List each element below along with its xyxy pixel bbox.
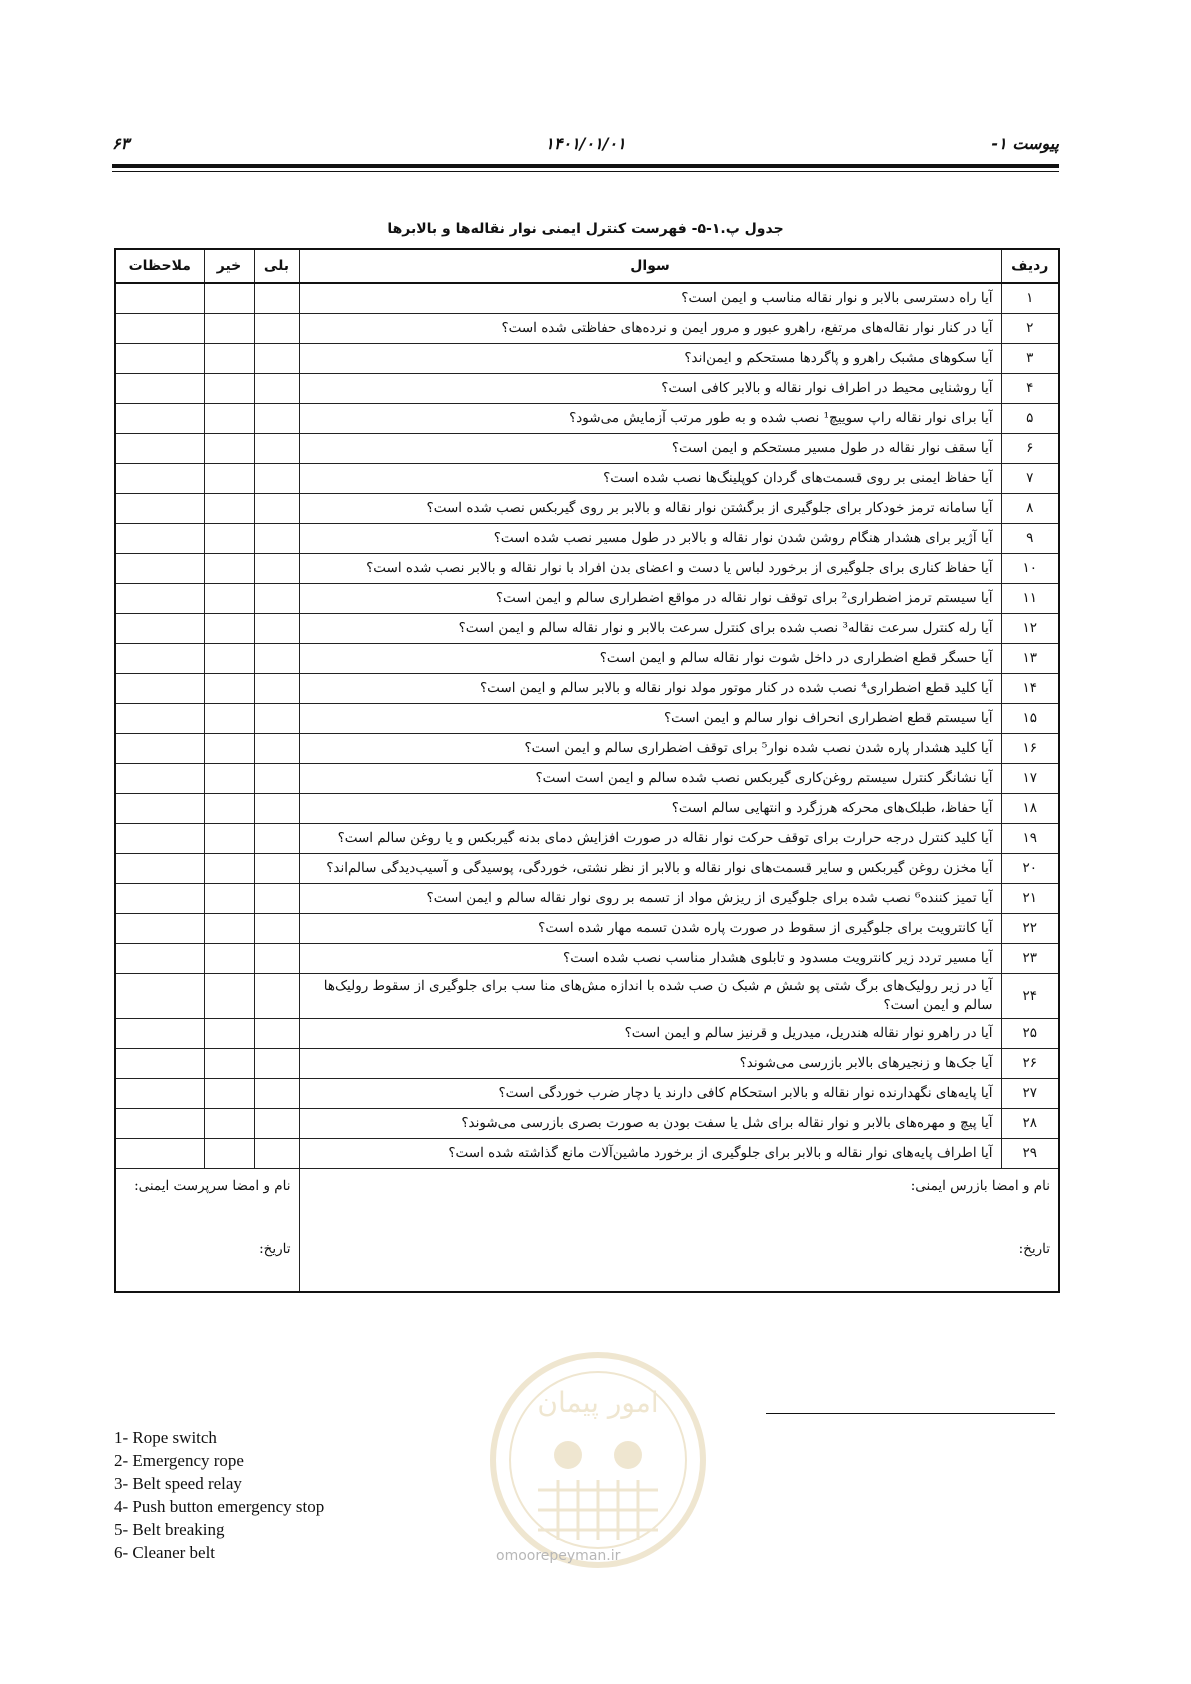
row-yes-cell[interactable] xyxy=(254,614,299,644)
row-notes-cell[interactable] xyxy=(115,674,204,704)
row-question: آیا حفاظ، طبلک‌های محرکه هرزگرد و انتهایی سالم است؟ xyxy=(299,794,1001,824)
header-rule-thin xyxy=(112,171,1059,172)
row-question: آیا سقف نوار نقاله در طول مسیر مستحکم و ایمن است؟ xyxy=(299,434,1001,464)
row-number: ۱۳ xyxy=(1001,644,1059,674)
header-yes: بلی xyxy=(254,249,299,283)
row-yes-cell[interactable] xyxy=(254,1139,299,1169)
footnote-item: 4- Push button emergency stop xyxy=(114,1497,325,1516)
table-row xyxy=(115,704,1059,734)
safety-checklist-table xyxy=(114,248,1060,1293)
row-number: ۲۵ xyxy=(1001,1019,1059,1049)
row-yes-cell[interactable] xyxy=(254,283,299,314)
row-question: آیا در زیر رولیک‌های برگ شتی پو شش م شبک ن صب شده با اندازه مش‌های منا سب برای جلوگیری از سقوط رولیک‌ها سالم و ایمن است؟ xyxy=(299,974,1001,1019)
table-row xyxy=(115,374,1059,404)
row-question: آیا سیستم ترمز اضطراری² برای توقف نوار نقاله در مواقع اضطراری سالم و ایمن است؟ xyxy=(299,584,1001,614)
row-yes-cell[interactable] xyxy=(254,644,299,674)
table-row xyxy=(115,283,1059,314)
row-question: آیا حفاظ ایمنی بر روی قسمت‌های گردان کوپلینگ‌ها نصب شده است؟ xyxy=(299,464,1001,494)
row-no-cell[interactable] xyxy=(204,374,254,404)
row-question: آیا کلید کنترل درجه حرارت برای توقف حرکت نوار نقاله در صورت افزایش دمای بدنه گیربکس و یا روغن سالم است؟ xyxy=(299,824,1001,854)
row-notes-cell[interactable] xyxy=(115,1049,204,1079)
table-row xyxy=(115,344,1059,374)
row-yes-cell[interactable] xyxy=(254,854,299,884)
row-notes-cell[interactable] xyxy=(115,584,204,614)
row-no-cell[interactable] xyxy=(204,614,254,644)
row-question: آیا راه دسترسی بالابر و نوار نقاله مناسب و ایمن است؟ xyxy=(299,283,1001,314)
row-number: ۱۴ xyxy=(1001,674,1059,704)
footnote-rule xyxy=(766,1413,1055,1414)
row-no-cell[interactable] xyxy=(204,1109,254,1139)
row-yes-cell[interactable] xyxy=(254,314,299,344)
signature-row xyxy=(115,1169,1059,1293)
row-question: آیا تمیز کننده⁶ نصب شده برای جلوگیری از ریزش مواد از تسمه بر روی نوار نقاله سالم و ایمن است؟ xyxy=(299,884,1001,914)
table-row xyxy=(115,494,1059,524)
table-row xyxy=(115,824,1059,854)
page-number: ۶۳ xyxy=(112,134,130,153)
footnote-item: 3- Belt speed relay xyxy=(114,1474,242,1493)
row-notes-cell[interactable] xyxy=(115,944,204,974)
table-row xyxy=(115,464,1059,494)
inspector-signature-cell xyxy=(299,1169,1059,1293)
page-header xyxy=(112,128,1059,158)
row-no-cell[interactable] xyxy=(204,314,254,344)
row-no-cell[interactable] xyxy=(204,1079,254,1109)
row-notes-cell[interactable] xyxy=(115,434,204,464)
row-number: ۲۷ xyxy=(1001,1079,1059,1109)
row-yes-cell[interactable] xyxy=(254,944,299,974)
row-no-cell[interactable] xyxy=(204,1019,254,1049)
row-no-cell[interactable] xyxy=(204,674,254,704)
row-question: آیا کلید قطع اضطراری⁴ نصب شده در کنار موتور مولد نوار نقاله و بالابر سالم و ایمن است؟ xyxy=(299,674,1001,704)
row-no-cell[interactable] xyxy=(204,283,254,314)
row-number: ۱۸ xyxy=(1001,794,1059,824)
row-question: آیا سیستم قطع اضطراری انحراف نوار سالم و ایمن است؟ xyxy=(299,704,1001,734)
row-number: ۱۶ xyxy=(1001,734,1059,764)
row-notes-cell[interactable] xyxy=(115,794,204,824)
table-row xyxy=(115,734,1059,764)
row-notes-cell[interactable] xyxy=(115,1079,204,1109)
row-no-cell[interactable] xyxy=(204,524,254,554)
row-no-cell[interactable] xyxy=(204,554,254,584)
footnotes xyxy=(114,1426,324,1564)
table-header-row xyxy=(115,249,1059,283)
header-no: خیر xyxy=(204,249,254,283)
row-notes-cell[interactable] xyxy=(115,1019,204,1049)
row-notes-cell[interactable] xyxy=(115,764,204,794)
row-question: آیا آژیر برای هشدار هنگام روشن شدن نوار نقاله و بالابر در طول مسیر نصب شده است؟ xyxy=(299,524,1001,554)
row-number: ۹ xyxy=(1001,524,1059,554)
row-number: ۲۸ xyxy=(1001,1109,1059,1139)
row-notes-cell[interactable] xyxy=(115,884,204,914)
footnote-item: 2- Emergency rope xyxy=(114,1451,244,1470)
row-yes-cell[interactable] xyxy=(254,524,299,554)
row-yes-cell[interactable] xyxy=(254,794,299,824)
row-no-cell[interactable] xyxy=(204,914,254,944)
row-notes-cell[interactable] xyxy=(115,464,204,494)
table-row xyxy=(115,974,1059,1019)
table-caption: جدول پ.۱-۵- فهرست کنترل ایمنی نوار نقاله‌ها و بالابرها xyxy=(387,221,784,237)
row-yes-cell[interactable] xyxy=(254,404,299,434)
row-no-cell[interactable] xyxy=(204,404,254,434)
row-number: ۱۲ xyxy=(1001,614,1059,644)
row-notes-cell[interactable] xyxy=(115,404,204,434)
section-label: پیوست ۱- xyxy=(991,134,1059,153)
row-no-cell[interactable] xyxy=(204,884,254,914)
supervisor-signature-label: نام و امضا سرپرست ایمنی: xyxy=(134,1178,291,1194)
row-no-cell[interactable] xyxy=(204,824,254,854)
row-number: ۱۹ xyxy=(1001,824,1059,854)
row-number: ۶ xyxy=(1001,434,1059,464)
row-notes-cell[interactable] xyxy=(115,524,204,554)
row-no-cell[interactable] xyxy=(204,944,254,974)
row-no-cell[interactable] xyxy=(204,764,254,794)
row-no-cell[interactable] xyxy=(204,494,254,524)
row-number: ۷ xyxy=(1001,464,1059,494)
row-question: آیا کانترویت برای جلوگیری از سقوط در صورت پاره شدن تسمه مهار شده است؟ xyxy=(299,914,1001,944)
row-notes-cell[interactable] xyxy=(115,344,204,374)
row-number: ۲۲ xyxy=(1001,914,1059,944)
inspector-signature-label: نام و امضا بازرس ایمنی: xyxy=(910,1178,1050,1194)
table-row xyxy=(115,1109,1059,1139)
row-question: آیا حفاظ کناری برای جلوگیری از برخورد لباس یا دست و اعضای بدن افراد با نوار نقاله و بالابر نصب شده است؟ xyxy=(299,554,1001,584)
row-notes-cell[interactable] xyxy=(115,314,204,344)
table-row xyxy=(115,404,1059,434)
row-no-cell[interactable] xyxy=(204,974,254,1019)
row-number: ۲ xyxy=(1001,314,1059,344)
row-question: آیا برای نوار نقاله راپ سوییچ¹ نصب شده و به طور مرتب آزمایش می‌شود؟ xyxy=(299,404,1001,434)
row-yes-cell[interactable] xyxy=(254,884,299,914)
row-yes-cell[interactable] xyxy=(254,914,299,944)
row-notes-cell[interactable] xyxy=(115,824,204,854)
header-question: سوال xyxy=(299,249,1001,283)
table-row xyxy=(115,794,1059,824)
row-notes-cell[interactable] xyxy=(115,974,204,1019)
row-number: ۸ xyxy=(1001,494,1059,524)
supervisor-date-label: تاریخ: xyxy=(259,1241,291,1257)
row-notes-cell[interactable] xyxy=(115,614,204,644)
row-yes-cell[interactable] xyxy=(254,824,299,854)
row-notes-cell[interactable] xyxy=(115,374,204,404)
row-notes-cell[interactable] xyxy=(115,644,204,674)
table-row xyxy=(115,1139,1059,1169)
row-question: آیا سکوهای مشبک راهرو و پاگردها مستحکم و ایمن‌اند؟ xyxy=(299,344,1001,374)
row-notes-cell[interactable] xyxy=(115,1109,204,1139)
row-no-cell[interactable] xyxy=(204,734,254,764)
table-row xyxy=(115,674,1059,704)
row-question: آیا پیچ و مهره‌های بالابر و نوار نقاله برای شل یا سفت بودن به صورت بصری بازرسی می‌شوند؟ xyxy=(299,1109,1001,1139)
watermark-url: omoorepeyman.ir xyxy=(496,1548,621,1564)
row-yes-cell[interactable] xyxy=(254,464,299,494)
row-yes-cell[interactable] xyxy=(254,434,299,464)
row-number: ۲۹ xyxy=(1001,1139,1059,1169)
row-number: ۲۱ xyxy=(1001,884,1059,914)
row-no-cell[interactable] xyxy=(204,794,254,824)
row-question: آیا حسگر قطع اضطراری در داخل شوت نوار نقاله سالم و ایمن است؟ xyxy=(299,644,1001,674)
watermark-logo xyxy=(478,1340,718,1580)
row-yes-cell[interactable] xyxy=(254,374,299,404)
table-row xyxy=(115,434,1059,464)
supervisor-signature-cell xyxy=(115,1169,299,1293)
row-no-cell[interactable] xyxy=(204,854,254,884)
row-yes-cell[interactable] xyxy=(254,1049,299,1079)
row-notes-cell[interactable] xyxy=(115,494,204,524)
table-row xyxy=(115,554,1059,584)
row-number: ۲۴ xyxy=(1001,974,1059,1019)
row-question: آیا رله کنترل سرعت نقاله³ نصب شده برای کنترل سرعت بالابر و نوار نقاله سالم و ایمن است؟ xyxy=(299,614,1001,644)
row-yes-cell[interactable] xyxy=(254,584,299,614)
row-question: آیا در کنار نوار نقاله‌های مرتفع، راهرو عبور و مرور ایمن و نرده‌های حفاظتی شده است؟ xyxy=(299,314,1001,344)
row-no-cell[interactable] xyxy=(204,584,254,614)
row-number: ۵ xyxy=(1001,404,1059,434)
row-question: آیا مخزن روغن گیربکس و سایر قسمت‌های نوار نقاله و بالابر از نظر نشتی، خوردگی، پوسیدگی و آسیب‌دیدگی سالم‌اند؟ xyxy=(299,854,1001,884)
row-question: آیا مسیر تردد زیر کانترویت مسدود و تابلوی هشدار مناسب نصب شده است؟ xyxy=(299,944,1001,974)
row-notes-cell[interactable] xyxy=(115,1139,204,1169)
row-yes-cell[interactable] xyxy=(254,974,299,1019)
table-row xyxy=(115,584,1059,614)
table-row xyxy=(115,884,1059,914)
row-question: آیا جک‌ها و زنجیرهای بالابر بازرسی می‌شوند؟ xyxy=(299,1049,1001,1079)
row-yes-cell[interactable] xyxy=(254,494,299,524)
row-number: ۳ xyxy=(1001,344,1059,374)
row-yes-cell[interactable] xyxy=(254,1109,299,1139)
table-row xyxy=(115,914,1059,944)
table-row xyxy=(115,1019,1059,1049)
row-yes-cell[interactable] xyxy=(254,704,299,734)
row-yes-cell[interactable] xyxy=(254,344,299,374)
row-question: آیا پایه‌های نگهدارنده نوار نقاله و بالابر استحکام کافی دارند یا دچار ضرب خوردگی است؟ xyxy=(299,1079,1001,1109)
row-number: ۱۷ xyxy=(1001,764,1059,794)
row-number: ۲۳ xyxy=(1001,944,1059,974)
row-yes-cell[interactable] xyxy=(254,1019,299,1049)
inspector-date-label: تاریخ: xyxy=(1018,1241,1050,1257)
row-yes-cell[interactable] xyxy=(254,1079,299,1109)
header-date: ۱۴۰۱/۰۱/۰۱ xyxy=(545,134,626,153)
watermark-logo-text: امور پیمان xyxy=(537,1386,659,1419)
row-number: ۱۱ xyxy=(1001,584,1059,614)
row-notes-cell[interactable] xyxy=(115,704,204,734)
row-question: آیا نشانگر کنترل سیستم روغن‌کاری گیربکس نصب شده سالم و ایمن است است؟ xyxy=(299,764,1001,794)
table-row xyxy=(115,854,1059,884)
row-yes-cell[interactable] xyxy=(254,674,299,704)
header-notes: ملاحظات xyxy=(115,249,204,283)
footnote-item: 6- Cleaner belt xyxy=(114,1543,216,1562)
table-row xyxy=(115,1049,1059,1079)
row-notes-cell[interactable] xyxy=(115,914,204,944)
row-number: ۲۶ xyxy=(1001,1049,1059,1079)
row-no-cell[interactable] xyxy=(204,704,254,734)
row-question: آیا کلید هشدار پاره شدن نصب شده نوار⁵ برای توقف اضطراری سالم و ایمن است؟ xyxy=(299,734,1001,764)
table-row xyxy=(115,1079,1059,1109)
footnote-item: 1- Rope switch xyxy=(114,1428,217,1447)
row-no-cell[interactable] xyxy=(204,344,254,374)
table-row xyxy=(115,764,1059,794)
row-notes-cell[interactable] xyxy=(115,283,204,314)
table-row xyxy=(115,524,1059,554)
row-number: ۴ xyxy=(1001,374,1059,404)
row-no-cell[interactable] xyxy=(204,434,254,464)
row-yes-cell[interactable] xyxy=(254,734,299,764)
table-row xyxy=(115,644,1059,674)
row-question: آیا سامانه ترمز خودکار برای جلوگیری از برگشتن نوار نقاله و بالابر بر روی گیربکس نصب شده است؟ xyxy=(299,494,1001,524)
table-row xyxy=(115,944,1059,974)
row-question: آیا در راهرو نوار نقاله هندریل، میدریل و قرنیز سالم و ایمن است؟ xyxy=(299,1019,1001,1049)
row-no-cell[interactable] xyxy=(204,1049,254,1079)
row-number: ۱ xyxy=(1001,283,1059,314)
row-number: ۲۰ xyxy=(1001,854,1059,884)
table-row xyxy=(115,314,1059,344)
row-notes-cell[interactable] xyxy=(115,554,204,584)
row-yes-cell[interactable] xyxy=(254,764,299,794)
row-no-cell[interactable] xyxy=(204,644,254,674)
row-question: آیا روشنایی محیط در اطراف نوار نقاله و بالابر کافی است؟ xyxy=(299,374,1001,404)
row-question: آیا اطراف پایه‌های نوار نقاله و بالابر برای جلوگیری از برخورد ماشین‌آلات مانع گذاشته شده است؟ xyxy=(299,1139,1001,1169)
footnote-item: 5- Belt breaking xyxy=(114,1520,225,1539)
row-yes-cell[interactable] xyxy=(254,554,299,584)
header-rule xyxy=(112,164,1059,168)
table-row xyxy=(115,614,1059,644)
row-notes-cell[interactable] xyxy=(115,734,204,764)
row-no-cell[interactable] xyxy=(204,1139,254,1169)
header-num: ردیف xyxy=(1001,249,1059,283)
row-number: ۱۰ xyxy=(1001,554,1059,584)
row-notes-cell[interactable] xyxy=(115,854,204,884)
row-no-cell[interactable] xyxy=(204,464,254,494)
row-number: ۱۵ xyxy=(1001,704,1059,734)
